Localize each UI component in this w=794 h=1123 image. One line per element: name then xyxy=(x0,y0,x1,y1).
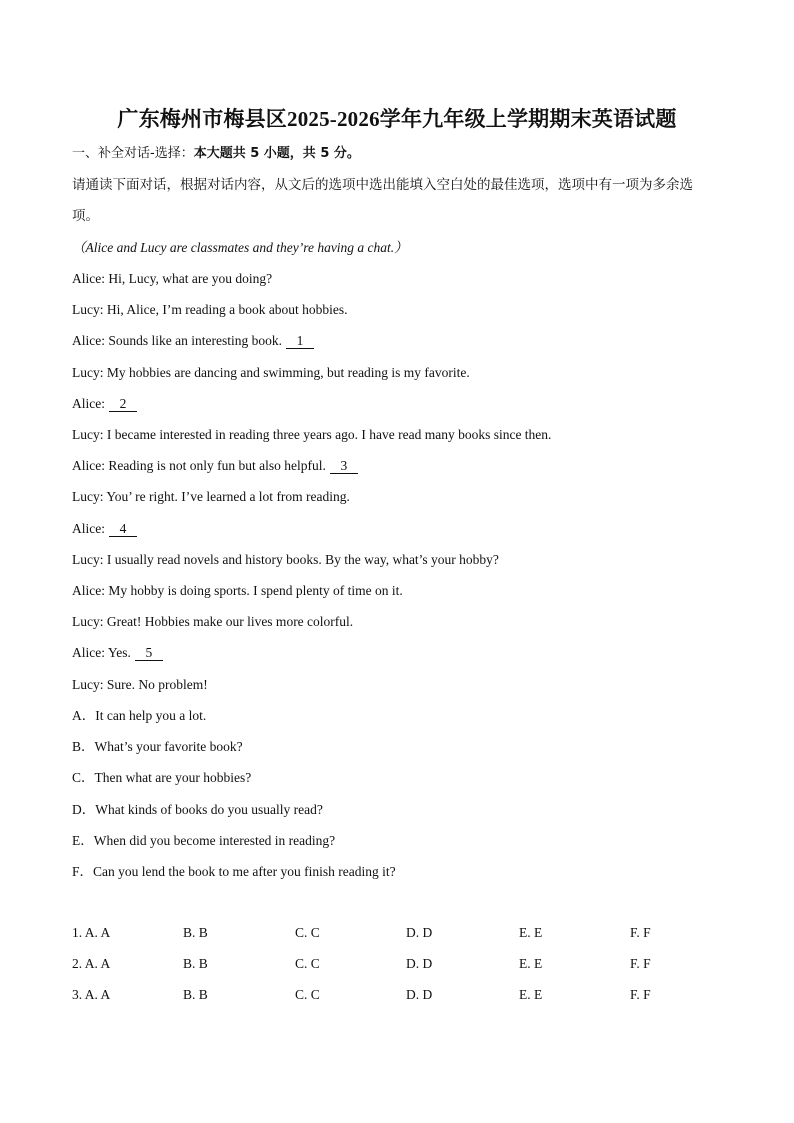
answer-choice[interactable]: C. C xyxy=(295,987,320,1003)
dialogue-line xyxy=(72,364,470,382)
answer-blank: 5 xyxy=(135,646,163,661)
instructions-line-2: 项。 xyxy=(72,208,99,224)
dialogue-text: Alice: Hi, Lucy, what are you doing? xyxy=(72,271,273,286)
dialogue-text: Alice: Reading is not only fun but also helpful. xyxy=(72,458,326,474)
section-heading-bold: 本大题共 5 小题，共 5 分。 xyxy=(193,146,360,161)
dialogue-line xyxy=(72,332,314,350)
answer-row xyxy=(72,956,732,974)
option-item: A．It can help you a lot. xyxy=(72,708,207,723)
option-item: D．What kinds of books do you usually read? xyxy=(72,801,323,817)
answer-choice[interactable]: E. E xyxy=(519,925,543,940)
option-item: E．When did you become interested in reading? xyxy=(72,832,336,848)
answer-choice[interactable]: D. D xyxy=(406,987,433,1003)
answer-choice[interactable]: 3. A. A xyxy=(72,987,111,1003)
dialogue-line xyxy=(72,520,137,538)
dialogue-text: Alice: Sounds like an interesting book. xyxy=(72,333,282,349)
section-heading-prefix: 一、补全对话-选择： xyxy=(72,146,194,161)
answer-blank: 2 xyxy=(109,397,137,412)
answer-choice[interactable]: B. B xyxy=(183,925,208,940)
dialogue-line xyxy=(72,488,350,506)
dialogue-text: Lucy: I usually read novels and history books. By the way, what’s your hobby? xyxy=(72,551,499,567)
dialogue-text: Lucy: My hobbies are dancing and swimming, but reading is my favorite. xyxy=(72,364,470,380)
dialogue-text: Lucy: Great! Hobbies make our lives more colorful. xyxy=(72,614,354,630)
dialogue-text: Lucy: Hi, Alice, I’m reading a book about hobbies. xyxy=(72,302,348,318)
answer-choice[interactable]: E. E xyxy=(519,956,543,972)
dialogue-text: Alice: My hobby is doing sports. I spend plenty of time on it. xyxy=(72,583,403,598)
answer-choice[interactable]: F. F xyxy=(630,987,651,1003)
option-item: B．What’s your favorite book? xyxy=(72,739,243,755)
dialogue-line xyxy=(72,613,353,631)
page-title: 广东梅州市梅县区2025-2026学年九年级上学期期末英语试题 xyxy=(117,107,677,131)
dialogue-line xyxy=(72,395,137,413)
answer-choice[interactable]: 2. A. A xyxy=(72,956,111,972)
dialogue-line xyxy=(72,457,358,475)
dialogue-line xyxy=(72,676,208,694)
answer-choice[interactable]: 1. A. A xyxy=(72,925,111,940)
dialogue-line xyxy=(72,426,551,444)
dialogue-text: Lucy: Sure. No problem! xyxy=(72,676,208,692)
answer-choice[interactable]: F. F xyxy=(630,925,651,940)
dialogue-line xyxy=(72,582,403,600)
answer-row xyxy=(72,925,732,943)
dialogue-line xyxy=(72,551,499,569)
section-heading xyxy=(72,145,360,163)
dialogue-line xyxy=(72,644,163,662)
instructions-line-1: 请通读下面对话，根据对话内容，从文后的选项中选出能填入空白处的最佳选项，选项中有一项为多余选 xyxy=(72,177,693,193)
option-item: C．Then what are your hobbies? xyxy=(72,770,252,786)
answer-blank: 4 xyxy=(109,522,137,537)
dialogue-context: （Alice and Lucy are classmates and they’re having a chat.） xyxy=(72,240,408,255)
dialogue-text: Alice: xyxy=(72,395,105,411)
answer-blank: 3 xyxy=(330,459,358,474)
dialogue-text: Alice: Yes. xyxy=(72,645,131,661)
dialogue-line xyxy=(72,301,348,319)
answer-choice[interactable]: F. F xyxy=(630,956,651,972)
answer-row xyxy=(72,987,732,1005)
answer-choice[interactable]: D. D xyxy=(406,956,433,972)
answer-choice[interactable]: D. D xyxy=(406,925,433,940)
answer-choice[interactable]: C. C xyxy=(295,956,320,972)
answer-choice[interactable]: C. C xyxy=(295,925,320,940)
dialogue-line xyxy=(72,270,272,288)
option-item: F．Can you lend the book to me after you finish reading it? xyxy=(72,864,396,879)
dialogue-text: Lucy: I became interested in reading three years ago. I have read many books since then. xyxy=(72,427,552,442)
answer-blank: 1 xyxy=(286,334,314,349)
answer-choice[interactable]: B. B xyxy=(183,956,208,972)
dialogue-text: Lucy: You’ re right. I’ve learned a lot from reading. xyxy=(72,489,350,505)
answer-choice[interactable]: B. B xyxy=(183,987,208,1003)
dialogue-text: Alice: xyxy=(72,520,105,536)
answer-choice[interactable]: E. E xyxy=(519,987,543,1003)
